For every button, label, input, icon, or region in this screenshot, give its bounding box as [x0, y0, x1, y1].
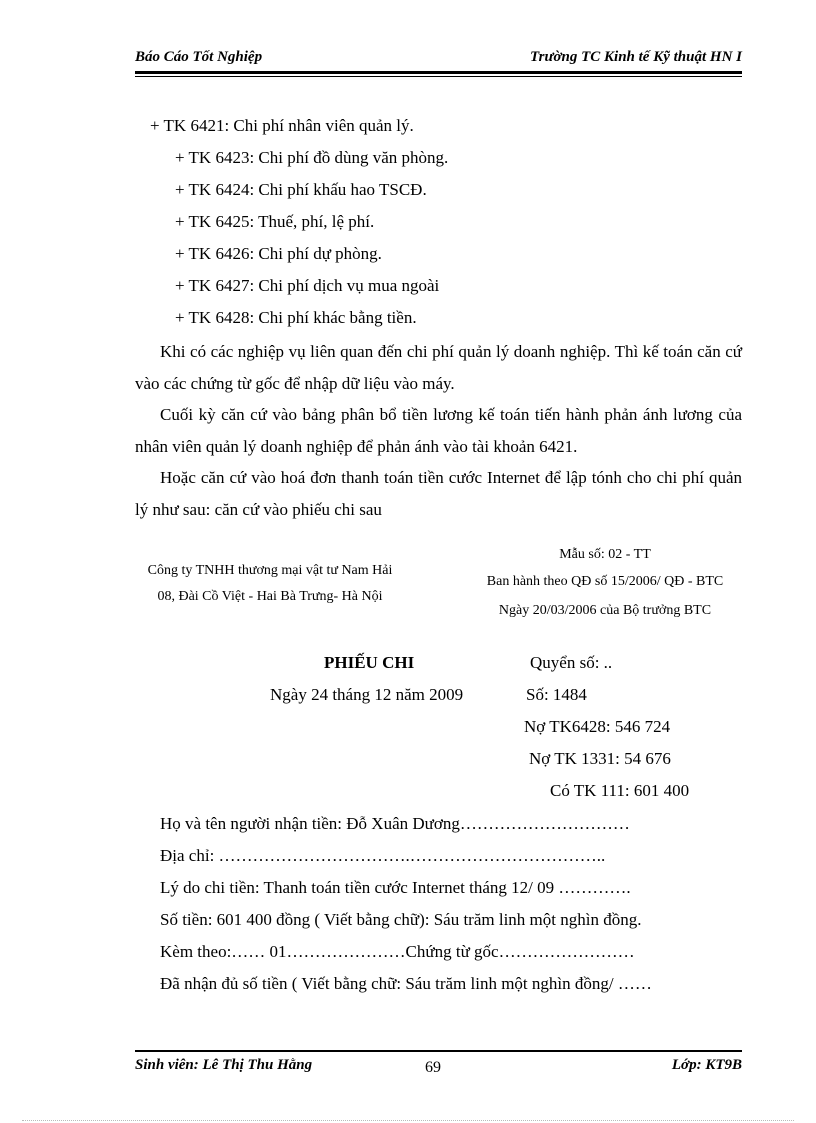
- attachments-field: Kèm theo:…… 01…………………Chứng từ gốc……………………: [160, 942, 635, 961]
- page-header: [135, 47, 742, 71]
- voucher-debit-6428: Nợ TK6428: 546 724: [524, 717, 671, 736]
- body-paragraph: Cuối kỳ căn cứ vào bảng phân bổ tiền lương kế toán tiến hành phản ánh lương của nhân viên quản lý doanh nghiệp để phản ánh vào tài khoản 6421.: [135, 405, 742, 456]
- received-field: Đã nhận đủ số tiền ( Viết bằng chữ: Sáu trăm linh một nghìn đồng/ ……: [160, 974, 652, 993]
- company-name: Công ty TNHH thương mại vật tư Nam Hải: [147, 563, 393, 578]
- form-issue-date: Ngày 20/03/2006 của Bộ trưởng BTC: [498, 603, 712, 618]
- amount-field: Số tiền: 601 400 đồng ( Viết bằng chữ): Sáu trăm linh một nghìn đồng.: [160, 910, 642, 929]
- voucher-title: PHIẾU CHI: [324, 653, 415, 672]
- footer-student: Sinh viên: Lê Thị Thu Hằng: [135, 1057, 313, 1073]
- reason-field: Lý do chi tiền: Thanh toán tiền cước Internet tháng 12/ 09 ………….: [160, 878, 631, 897]
- recipient-field: Họ và tên người nhận tiền: Đỗ Xuân Dương…………………………: [160, 814, 630, 833]
- address-field: Địa chỉ: …………………………….……………………………..: [160, 846, 606, 865]
- account-item: + TK 6421: Chi phí nhân viên quản lý.: [150, 116, 414, 135]
- page-footer: [135, 1055, 742, 1079]
- header-school-name: Trường TC Kinh tế Kỹ thuật HN I: [530, 49, 742, 65]
- body-paragraph: Khi có các nghiệp vụ liên quan đến chi phí quản lý doanh nghiệp. Thì kế toán căn cứ vào các chứng từ gốc để nhập dữ liệu vào máy.: [135, 342, 742, 393]
- account-item: + TK 6424: Chi phí khấu hao TSCĐ.: [175, 180, 427, 199]
- page-number: 69: [425, 1059, 441, 1076]
- voucher-book: Quyển số: ..: [530, 653, 613, 672]
- voucher-number: Số: 1484: [526, 685, 587, 704]
- form-decree: Ban hành theo QĐ số 15/2006/ QĐ - BTC: [486, 574, 724, 589]
- page-edge-divider: [22, 1120, 794, 1121]
- voucher-date: Ngày 24 tháng 12 năm 2009: [270, 685, 464, 704]
- voucher-debit-1331: Nợ TK 1331: 54 676: [529, 749, 671, 768]
- account-item: + TK 6426: Chi phí dự phòng.: [175, 244, 382, 263]
- account-item: + TK 6425: Thuế, phí, lệ phí.: [175, 212, 375, 231]
- footer-rule: [135, 1050, 742, 1052]
- account-item: + TK 6428: Chi phí khác bằng tiền.: [175, 308, 417, 327]
- company-address: 08, Đài Cồ Việt - Hai Bà Trưng- Hà Nội: [157, 589, 383, 604]
- header-rule-thick: [135, 71, 742, 74]
- header-rule-thin: [135, 76, 742, 77]
- voucher-credit-111: Có TK 111: 601 400: [550, 781, 690, 800]
- body-paragraph: Hoặc căn cứ vào hoá đơn thanh toán tiền cước Internet để lập tónh cho chi phí quản lý như sau: căn cứ vào phiếu chi sau: [135, 468, 742, 519]
- form-code: Mẫu số: 02 - TT: [559, 547, 651, 562]
- account-item: + TK 6423: Chi phí đồ dùng văn phòng.: [175, 148, 449, 167]
- footer-class: Lớp: KT9B: [671, 1057, 742, 1073]
- header-report-title: Báo Cáo Tốt Nghiệp: [135, 49, 263, 65]
- account-item: + TK 6427: Chi phí dịch vụ mua ngoài: [175, 276, 440, 295]
